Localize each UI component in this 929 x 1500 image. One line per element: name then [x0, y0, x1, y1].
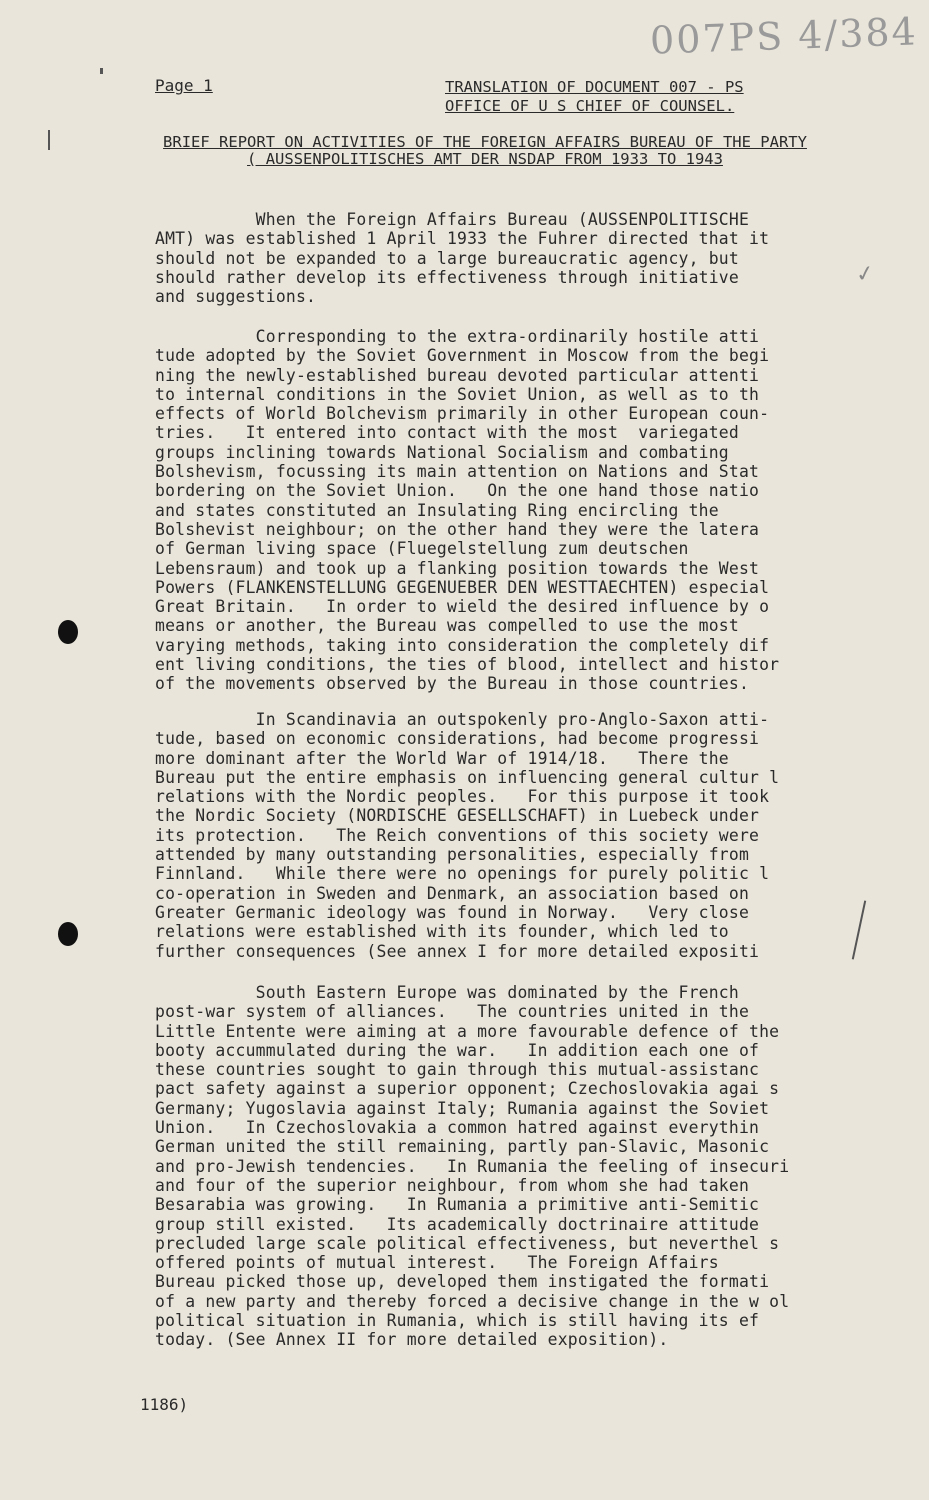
translation-header — [445, 78, 744, 116]
paragraph-4: South Eastern Europe was dominated by the French post-war system of alliances. The countries united in the Little Entente were aiming at a more favourable defence of the booty accummulated during the war. In addition each one of these countries sought to gain through this mutual-assistanc pact safety against a superior opponent; Czechoslovakia agai s Germany; Yugoslavia against Italy; Rumania against the Soviet Union. In Czechoslovakia a common hatred against everythin German united the still remaining, partly pan-Slavic, Masonic and pro-Jewish tendencies. In Rumania the feeling of insecuri and four of the superior neighbour, from whom she had taken Besarabia was growing. In Rumania a primitive anti-Semitic group still existed. Its academically doctrinaire attitude precluded large scale political effectiveness, but neverthel s offered points of mutual interest. The Foreign Affairs Bureau picked those up, developed them instigated the formati of a new party and thereby forced a decisive change in the w ol political situation in Rumania, which is still having its ef today. (See Annex II for more detailed exposition). — [155, 983, 790, 1350]
punch-hole — [58, 620, 78, 644]
footer-number: 1186) — [140, 1395, 189, 1414]
page-number: Page 1 — [155, 76, 213, 95]
paragraph-2: Corresponding to the extra-ordinarily hostile atti tude adopted by the Soviet Government in Moscow from the begi ning the newly-established bureau devoted particular attenti to internal conditions in the Soviet Union, as well as to th effects of World Bolchevism primarily in other European coun- tries. It entered into contact with the most variegated groups inclining towards National Socialism and combating Bolshevism, focussing its main attention on Nations and Stat bordering on the Soviet Union. On the one hand those natio and states constituted an Insulating Ring encircling the Bolshevist neighbour; on the other hand they were the latera of German living space (Fluegelstellung zum deutschen Lebensraum) and took up a flanking position towards the West Powers (FLANKENSTELLUNG GEGENUEBER DEN WESTTAECHTEN) especial Great Britain. In order to wield the desired influence by o means or another, the Bureau was compelled to use the most varying methods, taking into consideration the completely dif ent living conditions, the ties of blood, intellect and histor of the movements observed by the Bureau in those countries. — [155, 327, 780, 694]
translation-line-1: TRANSLATION OF DOCUMENT 007 - PS — [445, 78, 744, 96]
punch-hole — [58, 922, 78, 946]
handwritten-document-number: 007PS 4/384 — [649, 9, 919, 63]
report-title: BRIEF REPORT ON ACTIVITIES OF THE FOREIGN AFFAIRS BUREAU OF THE PARTY ( AUSSENPOLITISCHES AMT DER NSDAP FROM 1933 TO 1943 — [163, 133, 807, 168]
margin-tick — [48, 130, 50, 150]
translation-line-2: OFFICE OF U S CHIEF OF COUNSEL. — [445, 97, 735, 115]
paragraph-3: In Scandinavia an outspokenly pro-Anglo-Saxon atti- tude, based on economic considerations, had become progressi more dominant after the World War of 1914/18. There the Bureau put the entire emphasis on influencing general cultur l relations with the Nordic peoples. For this purpose it took the Nordic Society (NORDISCHE GESELLSCHAFT) in Luebeck under its protection. The Reich conventions of this society were attended by many outstanding personalities, especially from Finnland. While there were no openings for purely politic l co-operation in Sweden and Denmark, an association based on Greater Germanic ideology was found in Norway. Very close relations were established with its founder, which led to further consequences (See annex I for more detailed expositi — [155, 710, 780, 961]
margin-check-mark: ✓ — [853, 260, 877, 289]
margin-tick — [100, 68, 103, 74]
paragraph-1: When the Foreign Affairs Bureau (AUSSENPOLITISCHE AMT) was established 1 April 1933 the Fuhrer directed that it should not be expanded to a large bureaucratic agency, but should rather develop its effectiveness through initiative and suggestions. — [155, 210, 770, 307]
